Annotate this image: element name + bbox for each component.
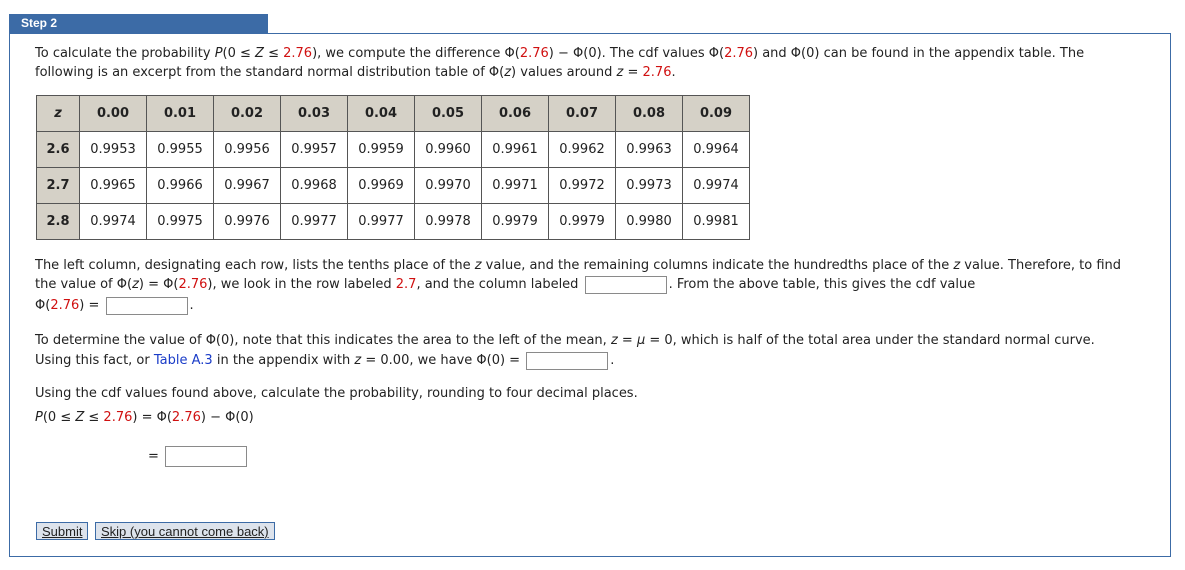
table-header-cell: 0.06	[482, 96, 549, 132]
table-cell: 0.9959	[348, 132, 415, 168]
para-text: , and the column labeled	[416, 277, 579, 292]
table-cell: 0.9981	[683, 204, 750, 240]
para2-line-1	[35, 256, 1121, 275]
para3-line-2	[35, 351, 614, 370]
intro-value: 2.76	[724, 46, 754, 61]
para4-line-1: Using the cdf values found above, calculate the probability, rounding to four decimal places.	[35, 386, 638, 401]
para-text: value. Therefore, to find	[960, 258, 1122, 273]
para4-line-3	[148, 446, 249, 467]
table-row-label: 2.6	[37, 132, 80, 168]
para-text: z	[610, 333, 618, 348]
intro-text: To calculate the probability	[35, 46, 215, 61]
table-cell: 0.9971	[482, 168, 549, 204]
para-text: the value of Φ(	[35, 277, 133, 292]
table-header-row	[37, 96, 750, 132]
table-cell: 0.9979	[549, 204, 616, 240]
table-cell: 0.9963	[616, 132, 683, 168]
table-cell: 0.9977	[281, 204, 348, 240]
table-row	[37, 168, 750, 204]
table-cell: 0.9974	[683, 168, 750, 204]
intro-text: ) and Φ(0) can be found in the appendix table. The	[753, 46, 1085, 61]
para-text: = 0.00, we have Φ(0) =	[361, 353, 521, 368]
table-cell: 0.9966	[147, 168, 214, 204]
table-cell: 0.9980	[616, 204, 683, 240]
intro-text: ) − Φ(0). The cdf values Φ(	[548, 46, 725, 61]
phi-0-answer-input[interactable]	[526, 352, 608, 370]
intro-text: following is an excerpt from the standard normal distribution table of Φ(	[35, 65, 505, 80]
para4-line-2	[35, 408, 254, 427]
table-cell: 0.9953	[80, 132, 147, 168]
para-text: value, and the remaining columns indicate the hundredths place of the	[481, 258, 954, 273]
intro-text: z	[504, 65, 512, 80]
table-cell: 0.9972	[549, 168, 616, 204]
intro-value: 2.76	[519, 46, 549, 61]
phi-276-answer-input[interactable]	[106, 297, 188, 315]
para-text: Φ(	[35, 298, 51, 313]
intro-value: 2.76	[642, 65, 672, 80]
table-cell: 0.9974	[80, 204, 147, 240]
table-cell: 0.9961	[482, 132, 549, 168]
table-cell: 0.9978	[415, 204, 482, 240]
table-header-cell: 0.07	[549, 96, 616, 132]
table-row-label: 2.7	[37, 168, 80, 204]
table-cell: 0.9962	[549, 132, 616, 168]
intro-value: 2.76	[283, 46, 313, 61]
table-cell: 0.9979	[482, 204, 549, 240]
table-cell: 0.9956	[214, 132, 281, 168]
para-text: The left column, designating each row, lists the tenths place of the	[35, 258, 475, 273]
column-answer-input[interactable]	[585, 276, 667, 294]
normal-distribution-table	[36, 95, 750, 240]
step-title: Step 2	[9, 14, 268, 33]
table-cell: 0.9965	[80, 168, 147, 204]
table-header-cell: 0.04	[348, 96, 415, 132]
para-text: = 0, which is half of the total area under the standard normal curve.	[645, 333, 1095, 348]
table-row-label: 2.8	[37, 204, 80, 240]
table-cell: 0.9970	[415, 168, 482, 204]
intro-text: (0 ≤	[222, 46, 256, 61]
para-text: ≤	[84, 410, 104, 425]
para-text: .	[610, 353, 615, 368]
table-header-cell: 0.01	[147, 96, 214, 132]
para-text: Z	[75, 410, 85, 425]
table-cell: 0.9964	[683, 132, 750, 168]
table-cell: 0.9977	[348, 204, 415, 240]
para-text: . From the above table, this gives the cdf value	[668, 277, 976, 292]
table-row	[37, 132, 750, 168]
para-text: .	[189, 298, 194, 313]
para2-line-3	[35, 296, 194, 315]
table-cell: 0.9967	[214, 168, 281, 204]
para-text: ) − Φ(0)	[200, 410, 254, 425]
para-text: P	[35, 410, 43, 425]
table-cell: 0.9973	[616, 168, 683, 204]
intro-text: ) values around	[511, 65, 617, 80]
table-header-cell: 0.09	[683, 96, 750, 132]
submit-button[interactable]: Submit	[36, 522, 88, 540]
table-cell: 0.9975	[147, 204, 214, 240]
intro-line-1	[35, 44, 1084, 63]
probability-answer-input[interactable]	[165, 446, 247, 467]
table-cell: 0.9969	[348, 168, 415, 204]
para-value: 2.76	[103, 410, 133, 425]
intro-text: ), we compute the difference Φ(	[312, 46, 520, 61]
para-text: in the appendix with	[212, 353, 355, 368]
equals-sign: =	[148, 449, 159, 464]
table-cell: 0.9976	[214, 204, 281, 240]
intro-text: Z	[255, 46, 264, 61]
para-text: =	[617, 333, 637, 348]
intro-text: P	[214, 46, 223, 61]
para2-line-2	[35, 275, 975, 294]
para-value: 2.76	[178, 277, 208, 292]
table-header-cell: 0.03	[281, 96, 348, 132]
intro-line-2	[35, 63, 676, 82]
table-header-cell: 0.00	[80, 96, 147, 132]
table-header-cell: 0.05	[415, 96, 482, 132]
table-header-cell: 0.02	[214, 96, 281, 132]
table-corner-cell: z	[37, 96, 80, 132]
intro-text: z	[616, 65, 624, 80]
table-cell: 0.9957	[281, 132, 348, 168]
table-row	[37, 204, 750, 240]
para-value: 2.76	[171, 410, 201, 425]
para-text: ) = Φ(	[138, 277, 179, 292]
skip-button[interactable]: Skip (you cannot come back)	[95, 522, 275, 540]
para-text: μ	[636, 333, 646, 348]
table-cell: 0.9960	[415, 132, 482, 168]
para-value: 2.76	[50, 298, 80, 313]
para-text: z	[474, 258, 482, 273]
intro-text: .	[671, 65, 676, 80]
table-cell: 0.9968	[281, 168, 348, 204]
table-cell: 0.9955	[147, 132, 214, 168]
table-a3-link[interactable]: Table A.3	[153, 353, 213, 368]
para-text: z	[132, 277, 139, 292]
para-text: ), we look in the row labeled	[207, 277, 396, 292]
para-text: Using this fact, or	[35, 353, 154, 368]
para-text: ) = Φ(	[132, 410, 172, 425]
para-text: ) =	[79, 298, 100, 313]
para3-line-1	[35, 331, 1095, 350]
para-value: 2.7	[395, 277, 417, 292]
intro-text: =	[623, 65, 643, 80]
para-text: (0 ≤	[42, 410, 76, 425]
para-text: z	[354, 353, 362, 368]
intro-text: ≤	[263, 46, 284, 61]
para-text: To determine the value of Φ(0), note that this indicates the area to the left of the mean,	[35, 333, 611, 348]
para-text: z	[953, 258, 961, 273]
table-header-cell: 0.08	[616, 96, 683, 132]
